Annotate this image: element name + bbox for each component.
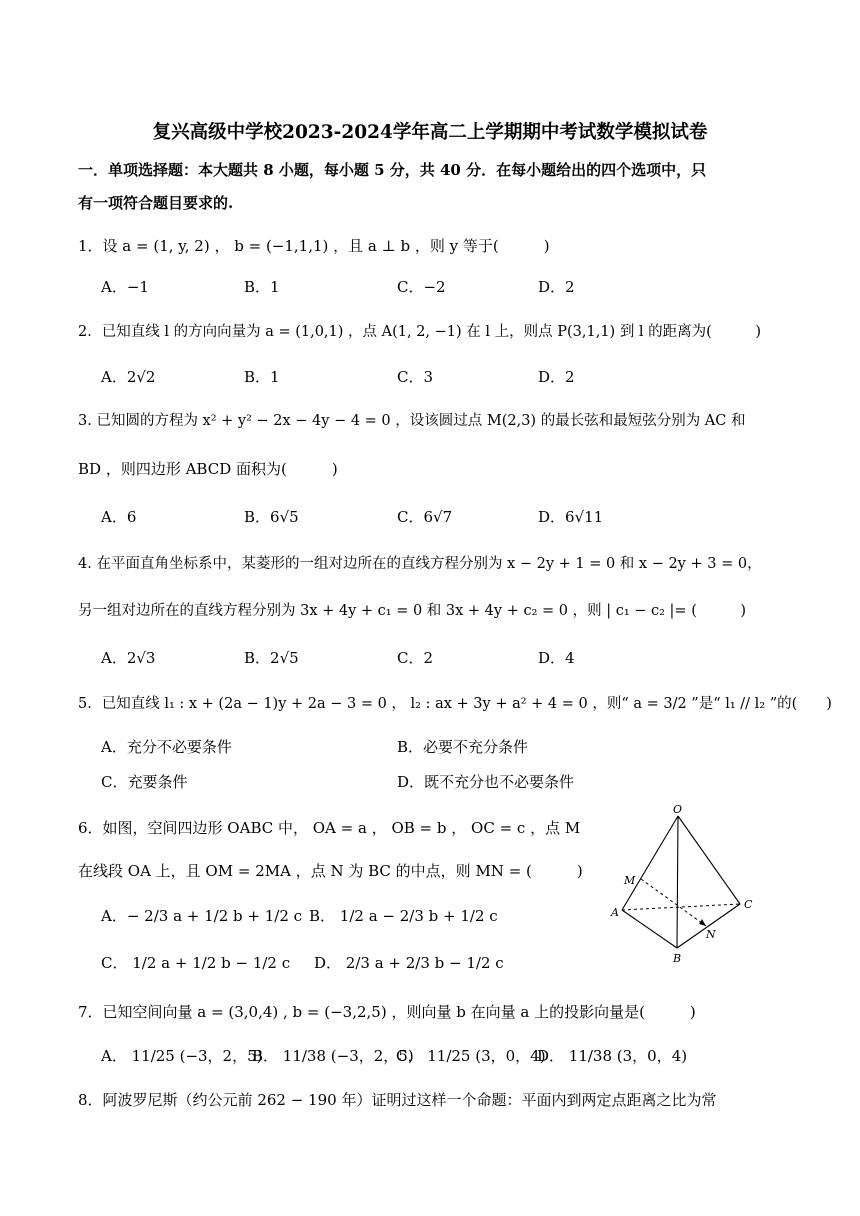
question-4-stem-line1: 4. 在平面直角坐标系中，某菱形的一组对边所在的直线方程分别为 x − 2y + 1 = 0 和 x − 2y + 3 = 0， (78, 556, 762, 572)
question-3-stem-line2: BD ，则四边形 ABCD 面积为( ) (78, 460, 338, 478)
question-3-option-a: A．6 (101, 508, 137, 526)
question-2-stem: 2．已知直线 l 的方向向量为 a = (1,0,1) ，点 A(1, 2, −1) 在 l 上，则点 P(3,1,1) 到 l 的距离为( ) (78, 324, 761, 340)
question-5-option-a: A．充分不必要条件 (101, 738, 232, 756)
label-n: N (706, 928, 716, 941)
edge-ob (677, 816, 678, 948)
question-6-option-a: A．− 2/3 a + 1/2 b + 1/2 c (101, 907, 303, 925)
question-6-option-d: D． 2/3 a + 2/3 b − 1/2 c (314, 954, 504, 972)
section-heading-line1: 一．单项选择题：本大题共 8 小题，每小题 5 分，共 40 分．在每小题给出的四个选项中，只 (78, 161, 707, 179)
question-6-stem-line1: 6．如图，空间四边形 OABC 中， OA = a ， OB = b ， OC = c ，点 M (78, 819, 581, 837)
question-6-stem-line2: 在线段 OA 上，且 OM = 2MA ，点 N 为 BC 的中点，则 MN = ( ) (78, 862, 583, 880)
question-2-option-b: B．1 (244, 368, 280, 386)
question-4-stem-line2: 另一组对边所在的直线方程分别为 3x + 4y + c₁ = 0 和 3x + 4y + c₂ = 0 ，则 | c₁ − c₂ |= ( ) (78, 603, 747, 619)
edge-oc (678, 816, 740, 904)
question-7-option-b: B． 11/38 (−3，2，5) (252, 1047, 414, 1065)
question-1-stem: 1．设 a = (1, y, 2) ， b = (−1,1,1) ，且 a ⊥ b ，则 y 等于( ) (78, 237, 550, 255)
question-4-option-d: D．4 (538, 649, 575, 667)
question-5-stem: 5．已知直线 l₁ : x + (2a − 1)y + 2a − 3 = 0 ， l₂ : ax + 3y + a² + 4 = 0 ，则“ a = 3/2 ”是“ l₁ // l₂ ”的( ) (78, 696, 832, 712)
question-1-option-c: C．−2 (397, 278, 446, 296)
question-5-option-d: D．既不充分也不必要条件 (397, 773, 575, 791)
question-7-option-c: C． 11/25 (3，0，4) (396, 1047, 546, 1065)
question-2-option-d: D．2 (538, 368, 575, 386)
label-b: B (673, 952, 682, 965)
question-2-option-c: C．3 (397, 368, 434, 386)
question-3-option-c: C．6√7 (397, 508, 453, 526)
question-3-option-b: B．6√5 (244, 508, 299, 526)
question-3-stem-line1: 3. 已知圆的方程为 x² + y² − 2x − 4y − 4 = 0 ，设该圆过点 M(2,3) 的最长弦和最短弦分别为 AC 和 (78, 413, 746, 429)
edge-oa (622, 816, 678, 910)
question-3-option-d: D．6√11 (538, 508, 604, 526)
question-7-stem: 7．已知空间向量 a = (3,0,4) , b = (−3,2,5) ，则向量 b 在向量 a 上的投影向量是( ) (78, 1003, 696, 1021)
edge-ab (622, 910, 677, 948)
label-m: M (624, 874, 636, 887)
arrow-n (699, 919, 706, 926)
question-1-option-b: B．1 (244, 278, 280, 296)
question-7-option-a: A． 11/25 (−3，2，5) (101, 1047, 263, 1065)
question-4-option-c: C．2 (397, 649, 434, 667)
question-6-option-b: B． 1/2 a − 2/3 b + 1/2 c (309, 907, 498, 925)
question-5-option-c: C．充要条件 (101, 773, 188, 791)
tetrahedron-figure (600, 800, 770, 970)
label-a: A (611, 906, 619, 919)
question-2-option-a: A．2√2 (101, 368, 156, 386)
question-5-option-b: B．必要不充分条件 (397, 738, 529, 756)
exam-title: 复兴高级中学校2023-2024学年高二上学期期中考试数学模拟试卷 (152, 122, 708, 143)
segment-mn (641, 879, 706, 926)
question-1-option-d: D．2 (538, 278, 575, 296)
question-4-option-b: B．2√5 (244, 649, 299, 667)
question-1-option-a: A．−1 (101, 278, 149, 296)
question-4-option-a: A．2√3 (101, 649, 156, 667)
edge-ac-hidden (622, 904, 740, 910)
question-7-option-d: D． 11/38 (3，0，4) (537, 1047, 688, 1065)
label-c: C (744, 898, 753, 911)
question-8-stem-line1: 8．阿波罗尼斯（约公元前 262 − 190 年）证明过这样一个命题：平面内到两定点距离之比为常 (78, 1091, 717, 1109)
question-6-option-c: C． 1/2 a + 1/2 b − 1/2 c (101, 954, 291, 972)
edge-bc (677, 904, 740, 948)
section-heading-line2: 有一项符合题目要求的. (78, 194, 234, 212)
label-o: O (673, 803, 683, 816)
